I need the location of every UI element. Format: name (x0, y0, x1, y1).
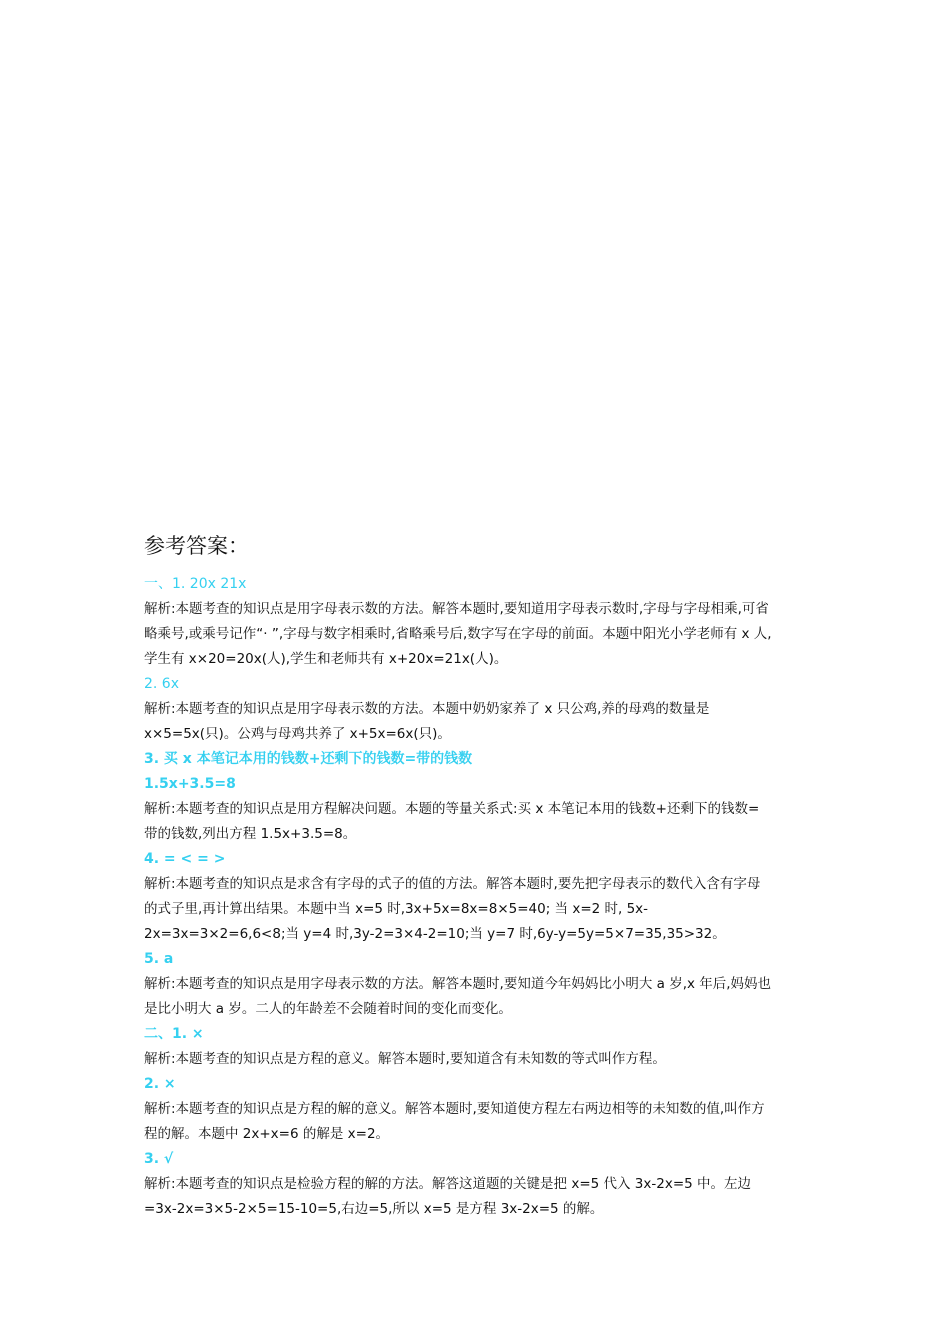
explanation-line: 解析:本题考查的知识点是用字母表示数的方法。解答本题时,要知道用字母表示数时,字母与字母相乘,可省 (144, 601, 769, 617)
explanation-line: 是比小明大 a 岁。二人的年龄差不会随着时间的变化而变化。 (144, 1001, 512, 1017)
explanation-line: 2x=3x=3×2=6,6<8;当 y=4 时,3y-2=3×4-2=10;当 y=7 时,6y-y=5y=5×7=35,35>32。 (144, 926, 726, 942)
explanation-line: 学生有 x×20=20x(人),学生和老师共有 x+20x=21x(人)。 (144, 651, 508, 667)
explanation-line: 解析:本题考查的知识点是用字母表示数的方法。本题中奶奶家养了 x 只公鸡,养的母鸡的数量是 (144, 701, 710, 717)
answer-line: 5. a (144, 951, 174, 967)
explanation (144, 1047, 824, 1072)
answers-heading: 参考答案： (144, 534, 249, 558)
answer-line: 2. 6x (144, 676, 179, 692)
answer-line: 一、1. 20x 21x (144, 576, 247, 592)
explanation-line: =3x-2x=3×5-2×5=15-10=5,右边=5,所以 x=5 是方程 3x-2x=5 的解。 (144, 1201, 604, 1217)
answer-line: 4. = < = > (144, 851, 226, 867)
explanation-line: 解析:本题考查的知识点是方程的意义。解答本题时,要知道含有未知数的等式叫作方程。 (144, 1051, 666, 1067)
answer-line: 3. √ (144, 1151, 174, 1167)
answer-line: 1.5x+3.5=8 (144, 776, 236, 792)
explanation (144, 1097, 824, 1147)
explanation-line: x×5=5x(只)。公鸡与母鸡共养了 x+5x=6x(只)。 (144, 726, 451, 742)
explanation (144, 872, 824, 947)
explanation (144, 697, 824, 747)
answer-line: 二、1. × (144, 1026, 204, 1042)
explanation-line: 解析:本题考查的知识点是用字母表示数的方法。解答本题时,要知道今年妈妈比小明大 a 岁,x 年后,妈妈也 (144, 976, 772, 992)
explanation-line: 解析:本题考查的知识点是求含有字母的式子的值的方法。解答本题时,要先把字母表示的数代入含有字母 (144, 876, 761, 892)
explanation-line: 略乘号,或乘号记作“· ”,字母与数字相乘时,省略乘号后,数字写在字母的前面。本题中阳光小学老师有 x 人, (144, 626, 772, 642)
explanation-line: 带的钱数,列出方程 1.5x+3.5=8。 (144, 826, 357, 842)
answer-line: 3. 买 x 本笔记本用的钱数+还剩下的钱数=带的钱数 (144, 751, 473, 767)
explanation-line: 的式子里,再计算出结果。本题中当 x=5 时,3x+5x=8x=8×5=40; 当 x=2 时, 5x- (144, 901, 649, 917)
explanation (144, 597, 824, 672)
explanation-line: 解析:本题考查的知识点是检验方程的解的方法。解答这道题的关键是把 x=5 代入 3x-2x=5 中。左边 (144, 1176, 752, 1192)
explanation (144, 972, 824, 1022)
explanation-line: 程的解。本题中 2x+x=6 的解是 x=2。 (144, 1126, 390, 1142)
explanation (144, 1172, 824, 1222)
answer-document (144, 528, 824, 1222)
explanation-line: 解析:本题考查的知识点是用方程解决问题。本题的等量关系式:买 x 本笔记本用的钱数+还剩下的钱数= (144, 801, 760, 817)
answer-line: 2. × (144, 1076, 176, 1092)
explanation (144, 797, 824, 847)
explanation-line: 解析:本题考查的知识点是方程的解的意义。解答本题时,要知道使方程左右两边相等的未知数的值,叫作方 (144, 1101, 765, 1117)
